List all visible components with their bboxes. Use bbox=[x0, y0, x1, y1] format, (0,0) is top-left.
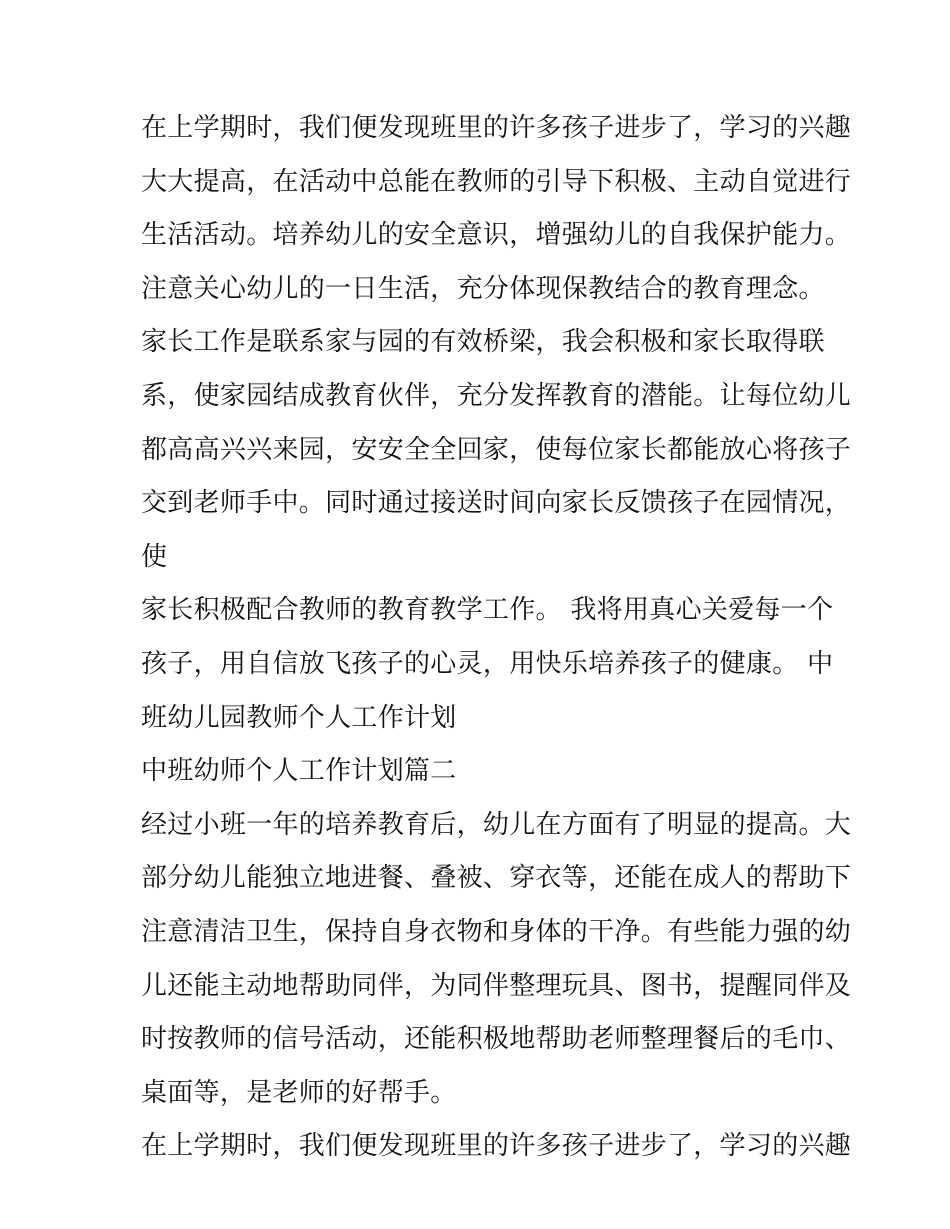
text-line: 在上学期时，我们便发现班里的许多孩子进步了，学习的兴趣 bbox=[141, 113, 852, 143]
text-line: 在上学期时，我们便发现班里的许多孩子进步了，学习的兴趣 bbox=[141, 1131, 852, 1162]
text-line: 生活活动。培养幼儿的安全意识，增强幼儿的自我保护能力。 bbox=[141, 220, 852, 251]
text-line: 使 bbox=[141, 541, 168, 572]
text-line: 交到老师手中。同时通过接送时间向家长反馈孩子在园情况， bbox=[141, 488, 852, 519]
text-line: 家长工作是联系家与园的有效桥梁，我会积极和家长取得联 bbox=[141, 327, 825, 358]
text-line: 部分幼儿能独立地进餐、叠被、穿衣等，还能在成人的帮助下 bbox=[141, 863, 852, 894]
text-line: 注意清洁卫生，保持自身衣物和身体的干净。有些能力强的幼 bbox=[141, 916, 852, 947]
text-line: 孩子，用自信放飞孩子的心灵，用快乐培养孩子的健康。 中 bbox=[141, 648, 834, 679]
document-body bbox=[141, 102, 852, 1174]
text-line: 大大提高，在活动中总能在教师的引导下积极、主动自觉进行 bbox=[141, 166, 852, 197]
text-line: 儿还能主动地帮助同伴，为同伴整理玩具、图书，提醒同伴及 bbox=[141, 970, 852, 1001]
section-heading: 中班幼师个人工作计划篇二 bbox=[141, 756, 457, 787]
text-line: 都高高兴兴来园，安安全全回家，使每位家长都能放心将孩子 bbox=[141, 434, 852, 465]
text-line: 班幼儿园教师个人工作计划 bbox=[141, 702, 457, 733]
text-line: 系，使家园结成教育伙伴，充分发挥教育的潜能。让每位幼儿 bbox=[141, 380, 852, 411]
text-line: 经过小班一年的培养教育后，幼儿在方面有了明显的提高。大 bbox=[141, 809, 852, 840]
text-line: 注意关心幼儿的一日生活，充分体现保教结合的教育理念。 bbox=[141, 273, 825, 304]
text-line: 家长积极配合教师的教育教学工作。 我将用真心关爱每一个 bbox=[141, 595, 834, 626]
text-line: 桌面等，是老师的好帮手。 bbox=[141, 1077, 457, 1108]
text-line: 时按教师的信号活动，还能积极地帮助老师整理餐后的毛巾、 bbox=[141, 1024, 852, 1055]
